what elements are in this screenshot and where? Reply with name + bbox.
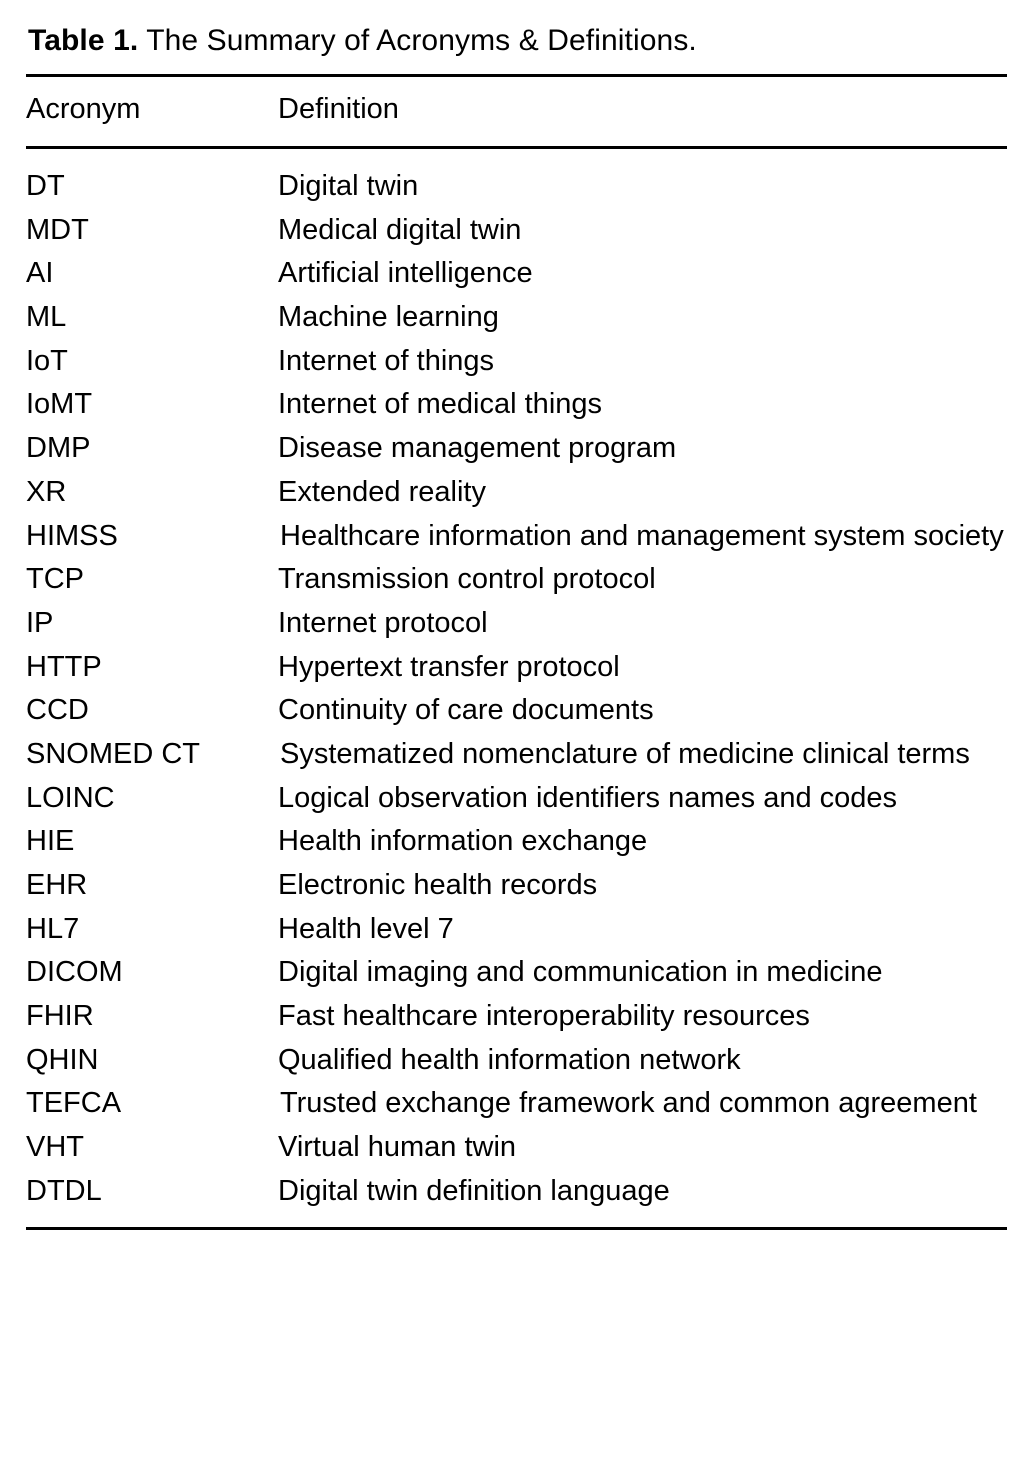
table-bottom-rule [26,1227,1007,1230]
table-row [26,908,1007,952]
cell-definition: Machine learning [278,301,499,334]
acronyms-table [26,77,1007,1227]
table-header-rule-row [26,143,1007,152]
cell-acronym: TCP [26,563,84,596]
table-row [26,689,1007,733]
cell-definition: Trusted exchange framework and common agreement [280,1087,977,1120]
cell-definition: Logical observation identifiers names and codes [278,781,898,814]
column-header-definition: Definition [278,92,399,125]
cell-definition: Internet of medical things [278,388,603,421]
cell-acronym: TEFCA [26,1087,122,1120]
cell-definition: Transmission control protocol [278,563,656,596]
cell-definition: Electronic health records [278,869,598,902]
cell-acronym: DICOM [26,956,123,989]
table-row [26,646,1007,690]
column-header-acronym: Acronym [26,92,141,125]
cell-acronym: HL7 [26,912,80,945]
cell-acronym: HIMSS [26,519,118,552]
table-header-rule-cell [26,143,1007,152]
cell-acronym: MDT [26,213,89,246]
cell-acronym: HIE [26,825,75,858]
cell-acronym: QHIN [26,1043,99,1076]
table-row [26,340,1007,384]
cell-definition: Digital imaging and communication in medicine [278,956,883,989]
table-row [26,296,1007,340]
table-caption-label: Table 1. [28,24,139,57]
table-header-row [26,77,1007,143]
cell-definition: Qualified health information network [278,1043,741,1076]
table-row [26,1039,1007,1083]
table-row [26,1126,1007,1170]
cell-acronym: XR [26,475,67,508]
cell-definition: Healthcare information and management system society [280,519,1004,552]
cell-acronym: LOINC [26,781,115,814]
table-row [26,1082,1007,1126]
table-row [26,515,1007,559]
table-row [26,1170,1007,1227]
table-row [26,427,1007,471]
table-row [26,864,1007,908]
cell-acronym: DTDL [26,1174,102,1207]
table-row [26,558,1007,602]
cell-definition: Extended reality [278,475,486,508]
cell-acronym: HTTP [26,650,102,683]
cell-acronym: CCD [26,694,89,727]
cell-definition: Medical digital twin [278,213,522,246]
cell-acronym: VHT [26,1131,84,1164]
table-row [26,951,1007,995]
cell-acronym: SNOMED CT [26,737,200,770]
table-row [26,209,1007,253]
cell-definition: Disease management program [278,432,677,465]
table-header-rule [26,146,1007,149]
cell-acronym: IoMT [26,388,93,421]
cell-definition: Digital twin [278,170,419,203]
cell-definition: Health information exchange [278,825,648,858]
table-caption [28,22,1007,60]
cell-definition: Internet of things [278,344,495,377]
table-row [26,152,1007,209]
cell-acronym: IP [26,606,54,639]
cell-definition: Health level 7 [278,912,454,945]
cell-acronym: AI [26,257,54,290]
table-body [26,152,1007,1227]
cell-definition: Digital twin definition language [278,1174,670,1207]
cell-definition: Virtual human twin [278,1131,517,1164]
table-row [26,995,1007,1039]
cell-definition: Hypertext transfer protocol [278,650,620,683]
cell-acronym: FHIR [26,1000,94,1033]
cell-acronym: IoT [26,344,68,377]
cell-definition: Systematized nomenclature of medicine clinical terms [280,737,970,770]
table-row [26,471,1007,515]
cell-acronym: DMP [26,432,91,465]
cell-definition: Internet protocol [278,606,488,639]
table-caption-text: The Summary of Acronyms & Definitions. [146,24,697,57]
cell-acronym: DT [26,170,65,203]
table-row [26,602,1007,646]
table-head [26,77,1007,152]
table-row [26,383,1007,427]
cell-acronym: ML [26,301,67,334]
cell-definition: Continuity of care documents [278,694,654,727]
table-row [26,820,1007,864]
table-row [26,733,1007,777]
cell-acronym: EHR [26,869,88,902]
table-row [26,777,1007,821]
cell-definition: Artificial intelligence [278,257,533,290]
table-row [26,252,1007,296]
cell-definition: Fast healthcare interoperability resources [278,1000,810,1033]
